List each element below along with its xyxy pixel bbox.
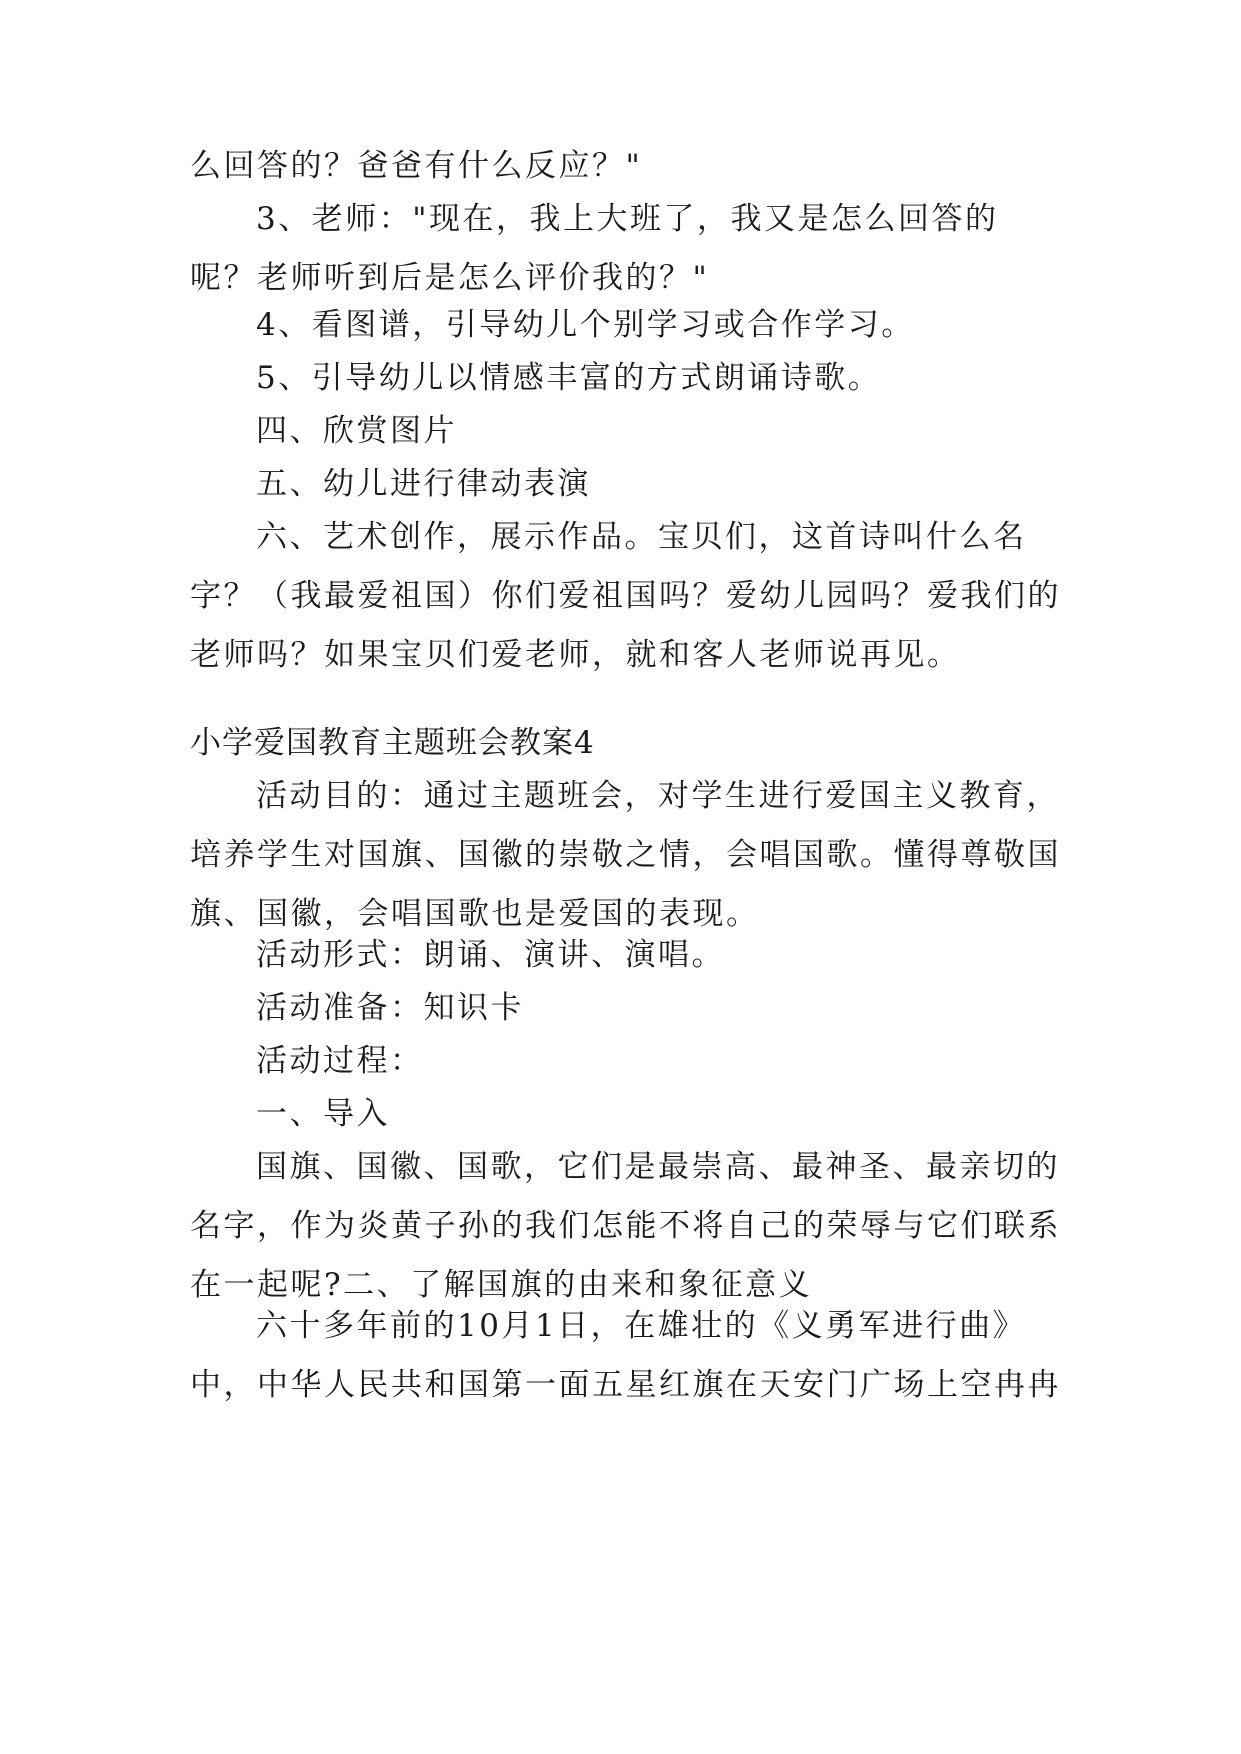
paragraph-intro-body: 国旗、国徽、国歌，它们是最崇高、最神圣、最亲切的名字，作为炎黄子孙的我们怎能不将自己的荣辱与它们联系在一起呢?二、了解国旗的由来和象征意义 — [190, 1149, 1061, 1303]
section-heading: 小学爱国教育主题班会教案4 — [190, 725, 595, 761]
paragraph-activity-prep: 活动准备：知识卡 — [256, 990, 524, 1026]
paragraph-intro: 一、导入 — [256, 1096, 390, 1132]
paragraph-step-4: 4、看图谱，引导幼儿个别学习或合作学习。 — [256, 307, 915, 343]
paragraph-section-6: 六、艺术创作，展示作品。宝贝们，这首诗叫什么名字？（我最爱祖国）你们爱祖国吗？爱幼儿园吗？爱我们的老师吗？如果宝贝们爱老师，就和客人老师说再见。 — [190, 519, 1061, 673]
paragraph-step-3: 3、老师："现在，我上大班了，我又是怎么回答的呢？老师听到后是怎么评价我的？" — [190, 201, 999, 296]
paragraph-activity-process: 活动过程： — [256, 1043, 424, 1079]
paragraph-step-5: 5、引导幼儿以情感丰富的方式朗诵诗歌。 — [256, 360, 882, 396]
paragraph-activity-goal: 活动目的：通过主题班会，对学生进行爱国主义教育，培养学生对国旗、国徽的崇敬之情，会唱国歌。懂得尊敬国旗、国徽，会唱国歌也是爱国的表现。 — [190, 778, 1061, 932]
paragraph-section-4: 四、欣赏图片 — [256, 413, 457, 449]
paragraph-activity-form: 活动形式：朗诵、演讲、演唱。 — [256, 937, 725, 973]
paragraph-section-5: 五、幼儿进行律动表演 — [256, 466, 591, 502]
paragraph-flag-history: 六十多年前的10月1日，在雄壮的《义勇军进行曲》中，中华人民共和国第一面五星红旗在天安门广场上空冉冉 — [190, 1308, 1061, 1403]
paragraph-continuation: 么回答的？爸爸有什么反应？" — [190, 148, 643, 184]
